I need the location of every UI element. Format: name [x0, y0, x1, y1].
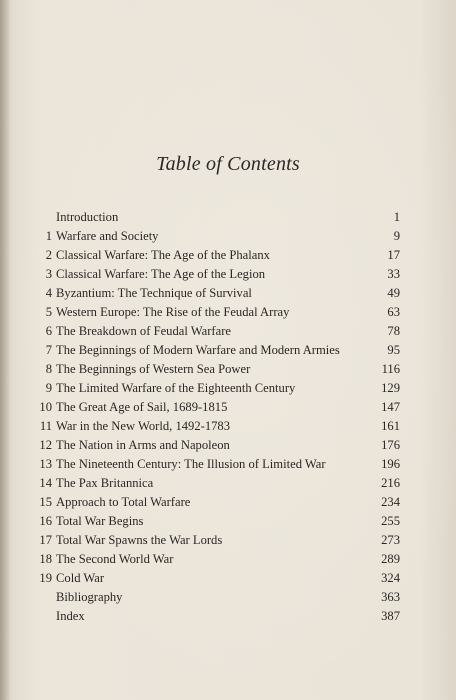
chapter-number: 11 — [39, 419, 52, 433]
toc-entry — [0, 265, 456, 284]
toc-entry — [0, 607, 456, 626]
chapter-number: 9 — [45, 381, 52, 395]
chapter-title: Approach to Total Warfare — [56, 495, 191, 509]
page-number: 33 — [387, 267, 400, 281]
chapter-number: 13 — [39, 457, 52, 471]
chapter-title: Classical Warfare: The Age of the Legion — [56, 267, 266, 281]
toc-entry — [0, 474, 456, 493]
chapter-title: The Nineteenth Century: The Illusion of Limited War — [56, 457, 326, 471]
chapter-title: The Great Age of Sail, 1689-1815 — [56, 400, 228, 414]
chapter-title: The Pax Britannica — [56, 476, 154, 490]
chapter-number: 1 — [45, 229, 52, 243]
page-number: 9 — [393, 229, 400, 243]
page-number: 216 — [381, 476, 400, 490]
page-number: 147 — [381, 400, 400, 414]
chapter-number: 10 — [39, 400, 52, 414]
page-number: 324 — [381, 571, 400, 585]
toc-entry — [0, 208, 456, 227]
toc-entry — [0, 246, 456, 265]
page-number: 129 — [381, 381, 400, 395]
toc-entry — [0, 341, 456, 360]
chapter-number: 17 — [39, 533, 52, 547]
page-number: 176 — [381, 438, 400, 452]
page-number: 17 — [387, 248, 400, 262]
chapter-title: The Second World War — [56, 552, 174, 566]
chapter-title: Byzantium: The Technique of Survival — [56, 286, 252, 300]
chapter-title: War in the New World, 1492-1783 — [56, 419, 231, 433]
chapter-title: The Limited Warfare of the Eighteenth Century — [56, 381, 296, 395]
toc-entry — [0, 436, 456, 455]
page-number: 196 — [381, 457, 400, 471]
page-number: 116 — [381, 362, 400, 376]
chapter-number: 19 — [39, 571, 52, 585]
toc-entry — [0, 493, 456, 512]
chapter-number: 3 — [45, 267, 52, 281]
chapter-title: Introduction — [56, 210, 119, 224]
page-number: 49 — [387, 286, 400, 300]
chapter-title: Total War Spawns the War Lords — [56, 533, 223, 547]
toc-entry — [0, 417, 456, 436]
page-number: 234 — [381, 495, 400, 509]
chapter-number: 12 — [39, 438, 52, 452]
chapter-title: Cold War — [56, 571, 105, 585]
page-number: 255 — [381, 514, 400, 528]
page-number: 78 — [387, 324, 400, 338]
toc-entry — [0, 303, 456, 322]
page-number: 1 — [393, 210, 400, 224]
chapter-number: 18 — [39, 552, 52, 566]
chapter-title: Total War Begins — [56, 514, 144, 528]
chapter-number: 16 — [39, 514, 52, 528]
chapter-title: Western Europe: The Rise of the Feudal Array — [56, 305, 290, 319]
page-number: 161 — [381, 419, 400, 433]
chapter-number: 5 — [45, 305, 52, 319]
chapter-number: 4 — [45, 286, 52, 300]
toc-entry — [0, 360, 456, 379]
page-number: 273 — [381, 533, 400, 547]
chapter-title: The Nation in Arms and Napoleon — [56, 438, 230, 452]
chapter-title: The Breakdown of Feudal Warfare — [56, 324, 231, 338]
chapter-number: 7 — [45, 343, 52, 357]
toc-entry — [0, 379, 456, 398]
toc-entry — [0, 398, 456, 417]
chapter-number: 14 — [39, 476, 52, 490]
chapter-title: The Beginnings of Western Sea Power — [56, 362, 251, 376]
chapter-title: Index — [56, 609, 85, 623]
page-number: 95 — [387, 343, 400, 357]
chapter-title: Classical Warfare: The Age of the Phalanx — [56, 248, 270, 262]
page-number: 387 — [381, 609, 400, 623]
toc-entry — [0, 569, 456, 588]
chapter-number: 2 — [45, 248, 52, 262]
chapter-number: 6 — [45, 324, 52, 338]
chapter-number: 15 — [39, 495, 52, 509]
toc-entry — [0, 455, 456, 474]
toc-entry — [0, 550, 456, 569]
page-title: Table of Contents — [156, 153, 300, 175]
toc-entry — [0, 284, 456, 303]
chapter-number: 8 — [45, 362, 52, 376]
toc-entry — [0, 227, 456, 246]
toc-entry — [0, 588, 456, 607]
chapter-title: The Beginnings of Modern Warfare and Modern Armies — [56, 343, 340, 357]
page-number: 63 — [387, 305, 400, 319]
chapter-title: Warfare and Society — [56, 229, 159, 243]
page-number: 289 — [381, 552, 400, 566]
page-number: 363 — [381, 590, 400, 604]
toc-entry — [0, 512, 456, 531]
chapter-title: Bibliography — [56, 590, 123, 604]
toc-entry — [0, 531, 456, 550]
toc-entry — [0, 322, 456, 341]
